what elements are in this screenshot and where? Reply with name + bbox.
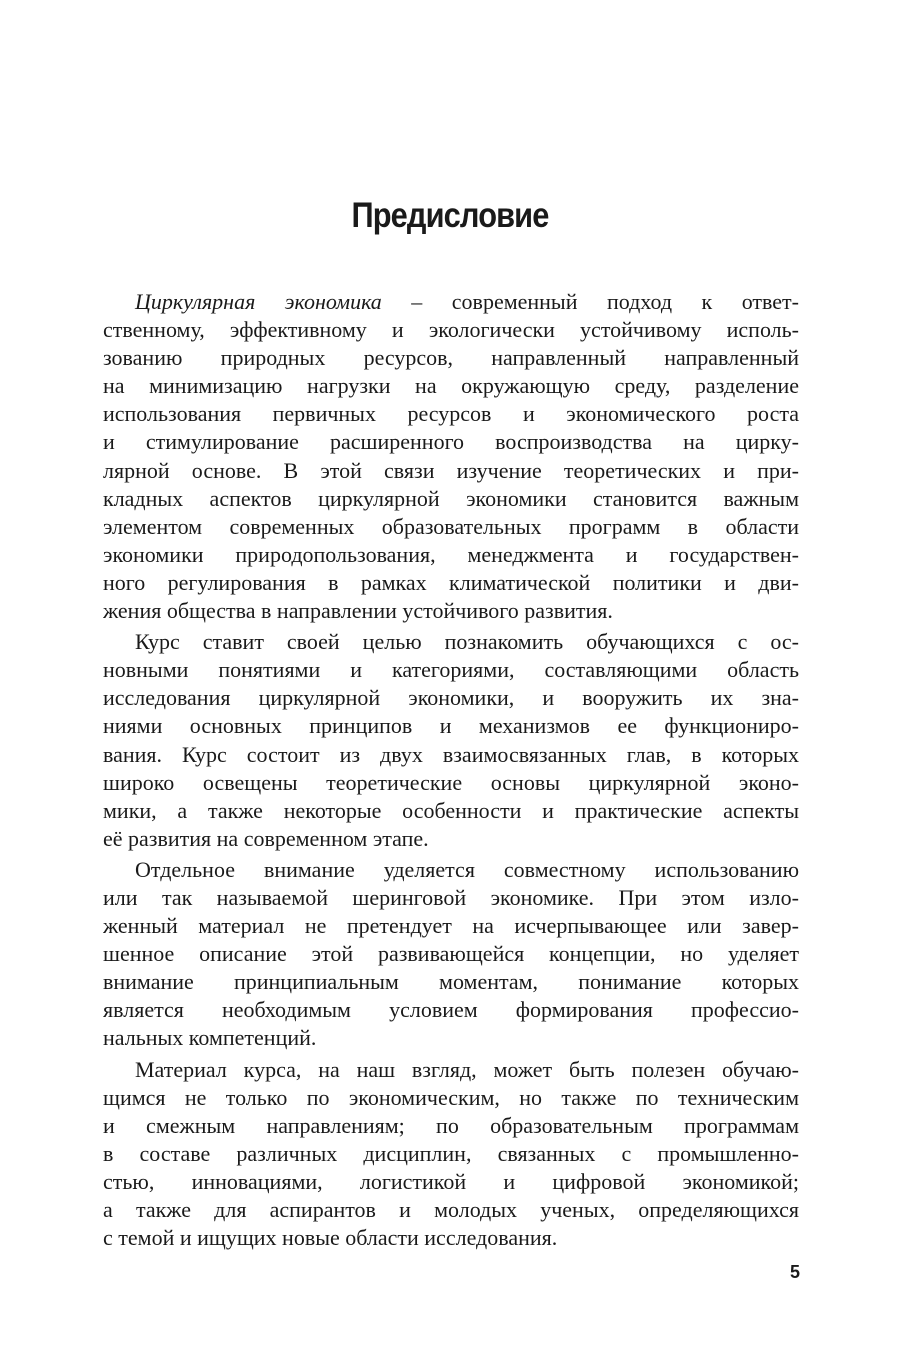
text-line <box>103 1056 799 1084</box>
paragraph <box>103 856 799 1053</box>
line-text: новными понятиями и категориями, составляющими область <box>103 657 799 683</box>
text-line <box>103 1224 799 1252</box>
text-line <box>103 1140 799 1168</box>
line-text: исследования циркулярной экономики, и вооружить их зна- <box>103 685 799 711</box>
text-line <box>103 1112 799 1140</box>
text-line <box>103 968 799 996</box>
line-text: широко освещены теоретические основы циркулярной эконо- <box>103 769 799 795</box>
text-line <box>103 457 799 485</box>
line-text: женный материал не претендует на исчерпывающее или завер- <box>103 913 799 939</box>
text-line <box>103 797 799 825</box>
line-text: лярной основе. В этой связи изучение теоретических и при- <box>103 457 799 483</box>
text-line <box>103 569 799 597</box>
line-text: или так называемой шеринговой экономике. При этом изло- <box>103 884 799 910</box>
italic-term: Циркулярная экономика <box>135 289 382 314</box>
text-line <box>103 428 799 456</box>
text-line <box>103 856 799 884</box>
text-line <box>103 541 799 569</box>
line-text: нальных компетенций. <box>103 1025 317 1051</box>
line-text: а также для аспирантов и молодых ученых, определяющихся <box>103 1197 799 1222</box>
text-line <box>103 316 799 344</box>
line-text: в составе различных дисциплин, связанных с промышленно- <box>103 1140 799 1166</box>
text-line <box>103 1024 799 1052</box>
text-line <box>103 912 799 940</box>
text-line <box>103 741 799 769</box>
text-line <box>103 684 799 712</box>
page-number: 5 <box>789 1262 800 1282</box>
text-line <box>103 884 799 912</box>
line-text: щимся не только по экономическим, но также по техническим <box>103 1084 799 1110</box>
text-line <box>103 656 799 684</box>
line-text: использования первичных ресурсов и экономического роста <box>103 401 799 427</box>
line-text: Материал курса, на наш взгляд, может быть полезен обучаю- <box>135 1056 799 1082</box>
line-text: – современный подход к ответ- <box>381 289 799 314</box>
text-line <box>103 996 799 1024</box>
line-text: ственному, эффективному и экологически устойчивому исполь- <box>103 317 799 343</box>
line-text: мики, а также некоторые особенности и практические аспекты <box>103 797 799 823</box>
text-line <box>103 597 799 625</box>
text-line <box>103 288 799 316</box>
line-text: вания. Курс состоит из двух взаимосвязанных глав, в которых <box>103 741 799 767</box>
text-line <box>103 372 799 400</box>
text-line <box>103 513 799 541</box>
text-line <box>103 1196 799 1224</box>
line-text: внимание принципиальным моментам, понимание которых <box>103 969 799 995</box>
text-line <box>103 344 799 372</box>
line-text: шенное описание этой развивающейся концепции, но уделяет <box>103 941 799 967</box>
text-line <box>103 825 799 853</box>
line-text: экономики природопользования, менеджмента и государствен- <box>103 541 799 567</box>
paragraph <box>103 628 799 853</box>
body-text <box>103 288 799 1255</box>
line-text: ного регулирования в рамках климатической политики и дви- <box>103 569 799 595</box>
text-line <box>103 628 799 656</box>
text-line <box>103 1084 799 1112</box>
line-text: Отдельное внимание уделяется совместному использованию <box>135 856 799 882</box>
line-text: стью, инновациями, логистикой и цифровой экономикой; <box>103 1168 799 1194</box>
line-text: кладных аспектов циркулярной экономики становится важным <box>103 485 799 511</box>
line-text: на минимизацию нагрузки на окружающую среду, разделение <box>103 373 799 399</box>
text-line <box>103 485 799 513</box>
page-title: Предисловие <box>351 196 549 235</box>
paragraph <box>103 1056 799 1253</box>
line-text: зованию природных ресурсов, направленный направленный <box>103 345 799 371</box>
line-text: элементом современных образовательных программ в области <box>103 513 799 539</box>
text-line <box>103 1168 799 1196</box>
line-text: и стимулирование расширенного воспроизводства на цирку- <box>103 429 799 455</box>
line-text: жения общества в направлении устойчивого развития. <box>103 598 613 624</box>
line-text: Курс ставит своей целью познакомить обучающихся с ос- <box>135 629 799 655</box>
line-text: с темой и ищущих новые области исследования. <box>103 1225 558 1251</box>
line-text: ниями основных принципов и механизмов ее функциониро- <box>103 713 799 739</box>
text-line <box>103 400 799 428</box>
line-text: является необходимым условием формирования профессио- <box>103 997 799 1023</box>
text-line <box>103 712 799 740</box>
line-text: её развития на современном этапе. <box>103 825 429 851</box>
line-text: и смежным направлениям; по образовательным программам <box>103 1112 799 1138</box>
text-line <box>103 940 799 968</box>
text-line <box>103 769 799 797</box>
paragraph <box>103 288 799 625</box>
